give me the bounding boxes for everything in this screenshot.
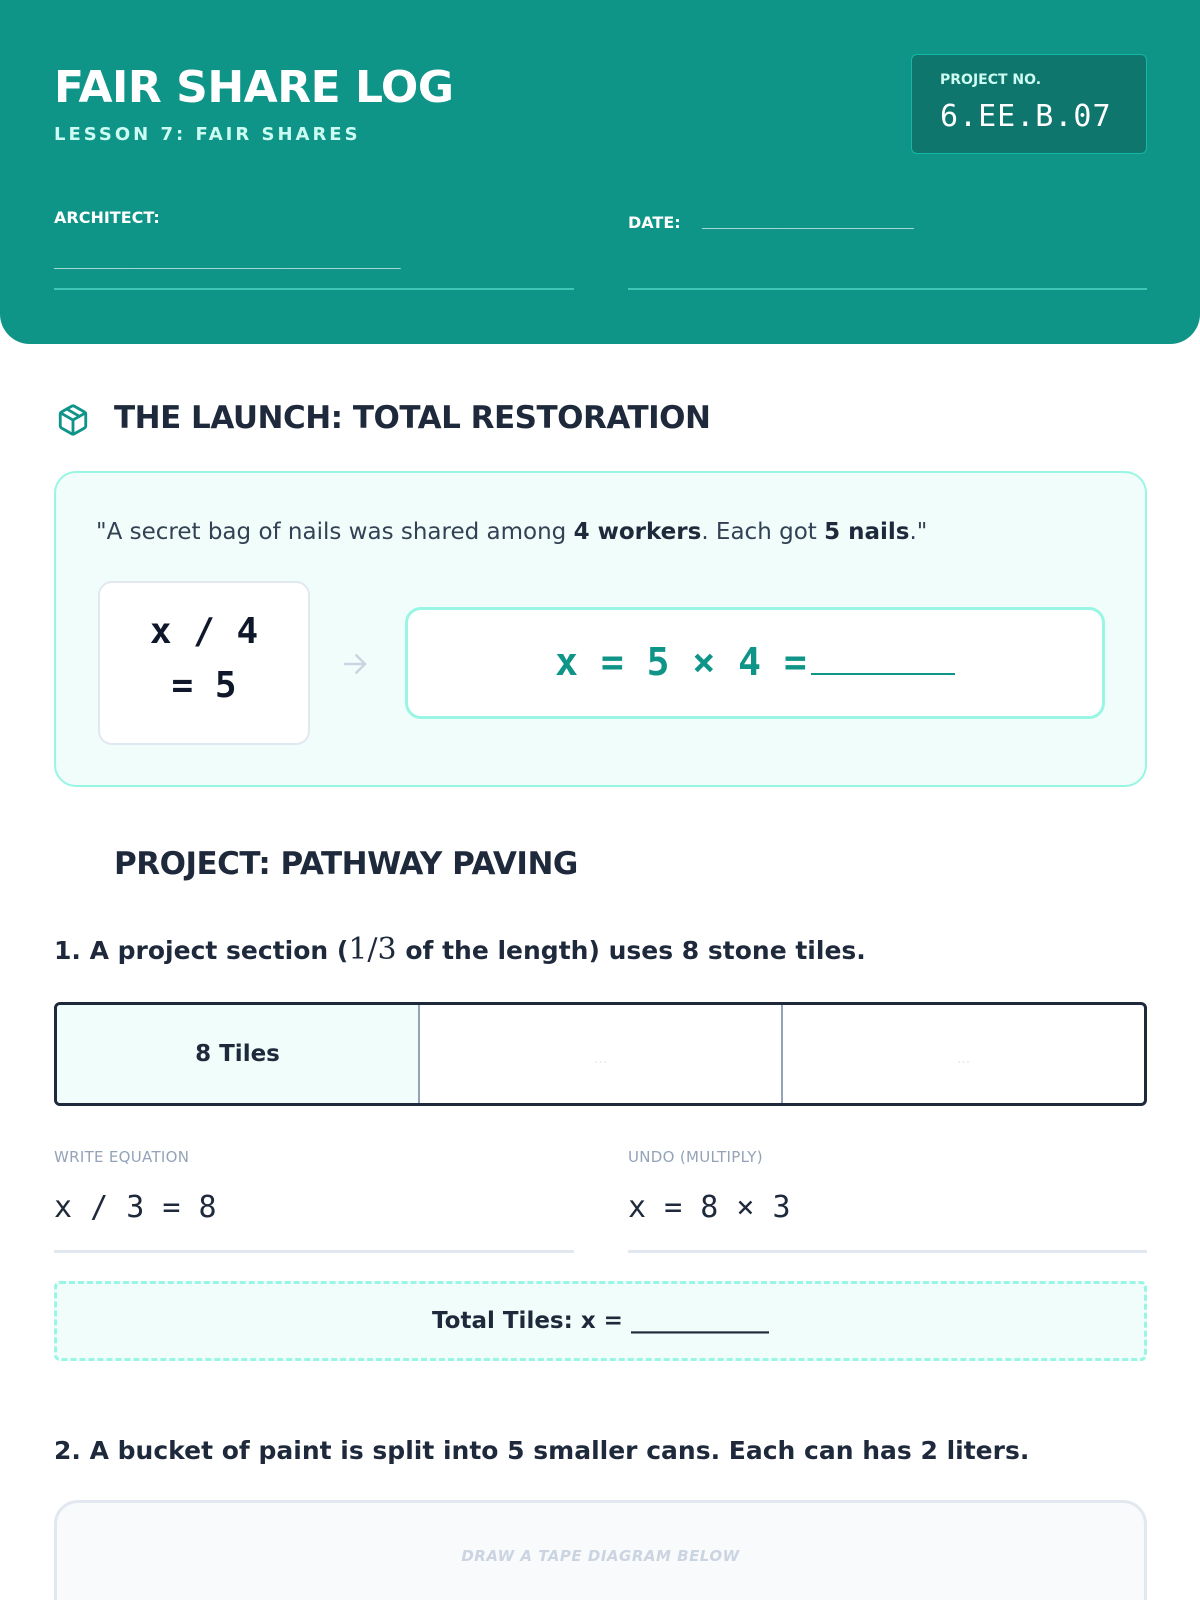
undo-value[interactable]: x = 8 × 3 — [628, 1190, 791, 1225]
page-title: FAIR SHARE LOG — [54, 62, 454, 113]
answer-expression — [408, 640, 1102, 684]
tape-diagram — [54, 1002, 1147, 1106]
answer-blank[interactable] — [811, 647, 955, 675]
date-field[interactable]: ______________________ — [702, 210, 914, 229]
question-1-fraction: 1/3 — [348, 932, 397, 967]
drawing-area[interactable] — [54, 1500, 1147, 1600]
launch-story-text — [96, 519, 927, 545]
lesson-subtitle: LESSON 7: FAIR SHARES — [54, 124, 361, 145]
cube-icon — [56, 402, 90, 438]
write-equation-label: WRITE EQUATION — [54, 1148, 190, 1166]
project-heading: PROJECT: PATHWAY PAVING — [114, 846, 578, 882]
drawing-hint: DRAW A TAPE DIAGRAM BELOW — [461, 1547, 740, 1565]
quote-end: ." — [909, 519, 928, 545]
total-tiles-text[interactable]: Total Tiles: x = ____________ — [432, 1308, 769, 1334]
question-1-end: of the length) uses 8 stone tiles. — [396, 936, 866, 965]
project-number-box — [911, 54, 1147, 154]
launch-heading: THE LAUNCH: TOTAL RESTORATION — [114, 400, 711, 436]
architect-underline — [54, 288, 574, 290]
undo-label: UNDO (MULTIPLY) — [628, 1148, 763, 1166]
tape-segment[interactable] — [420, 1005, 783, 1103]
header-banner — [0, 0, 1200, 344]
total-tiles-box — [54, 1281, 1147, 1361]
date-underline — [628, 288, 1147, 290]
tape-segment-placeholder: ... — [956, 1051, 971, 1067]
project-number-label: PROJECT NO. — [940, 72, 1042, 88]
equation-line-1: x / 4 — [149, 611, 259, 652]
architect-label: ARCHITECT: — [54, 208, 160, 227]
architect-field[interactable]: ____________________________________ — [54, 250, 401, 269]
quote-workers: 4 workers — [573, 519, 702, 545]
answer-expression-text: x = 5 × 4 = — [555, 640, 807, 684]
question-1 — [54, 932, 866, 967]
tape-segment — [57, 1005, 420, 1103]
question-2: 2. A bucket of paint is split into 5 smaller cans. Each can has 2 liters. — [54, 1436, 1030, 1465]
tape-segment[interactable] — [783, 1005, 1144, 1103]
tape-segment-label: 8 Tiles — [195, 1041, 280, 1067]
project-number-value: 6.EE.B.07 — [940, 99, 1112, 134]
quote-nails: 5 nails — [824, 519, 910, 545]
write-equation-underline — [54, 1250, 574, 1253]
equation-card — [98, 581, 310, 745]
quote-start: "A secret bag of nails was shared among — [96, 519, 574, 545]
write-equation-value[interactable]: x / 3 = 8 — [54, 1190, 217, 1225]
launch-card — [54, 471, 1147, 787]
answer-card — [405, 607, 1105, 719]
arrow-right-icon — [338, 649, 372, 679]
question-1-start: 1. A project section ( — [54, 936, 349, 965]
date-label: DATE: — [628, 213, 681, 232]
quote-mid: . Each got — [701, 519, 825, 545]
equation-line-2: = 5 — [171, 665, 237, 706]
undo-underline — [628, 1250, 1147, 1253]
tape-segment-placeholder: ... — [593, 1051, 608, 1067]
